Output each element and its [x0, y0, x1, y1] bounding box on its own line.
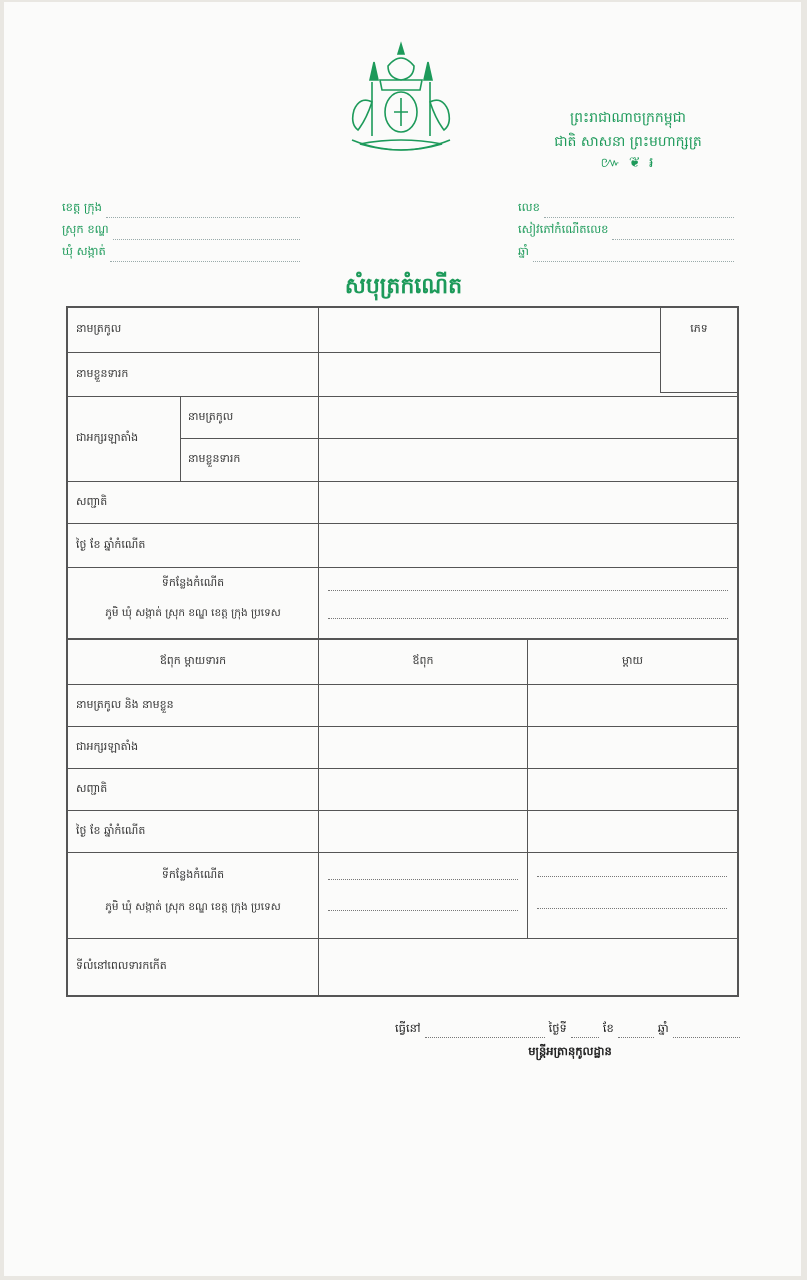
year-label: ឆ្នាំ	[657, 1021, 669, 1035]
day-input[interactable]	[571, 1025, 599, 1038]
made-at-label: ធ្វើនៅ	[395, 1021, 421, 1035]
label-parent-dob: ថ្ងៃ ខែ ឆ្នាំកំណើត	[76, 823, 146, 837]
label-latin: ជាអក្សរឡាតាំង	[76, 431, 139, 444]
input-residence[interactable]	[320, 939, 736, 995]
input-sex[interactable]	[662, 352, 736, 392]
input-latin-given[interactable]	[320, 439, 736, 481]
label-father: ឪពុក	[412, 654, 434, 667]
label-parents: ឪពុក ម្ដាយទារក	[159, 654, 227, 667]
label-parent-pob-detail: ភូមិ ឃុំ សង្កាត់ ស្រុក ខណ្ឌ ខេត្ត ក្រុង ប្រទេស	[105, 900, 281, 913]
commune-field[interactable]: ឃុំ សង្កាត់	[62, 240, 300, 262]
number-field[interactable]: លេខ	[518, 196, 734, 218]
label-parent-name: នាមត្រកូល និង នាមខ្លួន	[76, 697, 174, 711]
label-residence: ទីលំនៅពេលទារកកើត	[76, 959, 167, 972]
ornament: ៚ ❦ ៛	[600, 155, 656, 171]
label-mother: ម្ដាយ	[622, 654, 643, 667]
label-dob: ថ្ងៃ ខែ ឆ្នាំកំណើត	[76, 537, 146, 551]
input-father-nationality[interactable]	[320, 769, 526, 810]
input-mother-name[interactable]	[529, 685, 736, 726]
label-parent-latin: ជាអក្សរឡាតាំង	[76, 739, 139, 753]
father-pob-line-2[interactable]	[328, 910, 518, 911]
province-field[interactable]: ខេត្ត ក្រុង	[62, 196, 300, 218]
label-pob-title: ទីកន្លែងកំណើត	[161, 576, 225, 589]
pob-line-2[interactable]	[328, 618, 728, 619]
header-left-fields	[62, 196, 300, 262]
page-title: សំបុត្រកំណើត	[344, 274, 463, 299]
label-latin-given: នាមខ្លួនទារក	[188, 452, 241, 465]
input-dob[interactable]	[320, 524, 736, 567]
mother-pob-line-1[interactable]	[537, 876, 727, 877]
input-surname[interactable]	[320, 308, 658, 352]
kingdom-title: ព្រះរាជាណាចក្រកម្ពុជា	[569, 110, 686, 126]
place-input[interactable]	[425, 1025, 545, 1038]
district-field[interactable]: ស្រុក ខណ្ឌ	[62, 218, 300, 240]
input-latin-surname[interactable]	[320, 397, 736, 438]
day-label: ថ្ងៃទី	[548, 1021, 567, 1035]
year-input[interactable]	[673, 1025, 740, 1038]
year-field[interactable]: ឆ្នាំ	[518, 240, 734, 262]
mother-pob-line-2[interactable]	[537, 908, 727, 909]
header-right-fields	[518, 196, 734, 262]
issue-date-line	[395, 1016, 740, 1038]
label-parent-nationality: សញ្ជាតិ	[76, 781, 108, 795]
royal-emblem-icon	[344, 40, 458, 158]
label-sex: ភេទ	[690, 322, 708, 335]
kingdom-motto-text: ជាតិ សាសនា ព្រះមហាក្សត្រ	[554, 134, 702, 150]
label-latin-surname: នាមត្រកូល	[188, 409, 234, 423]
input-given-name[interactable]	[320, 353, 658, 396]
father-pob-line-1[interactable]	[328, 879, 518, 880]
input-father-name[interactable]	[320, 685, 526, 726]
pob-line-1[interactable]	[328, 590, 728, 591]
input-mother-dob[interactable]	[529, 811, 736, 852]
label-parent-pob-title: ទីកន្លែងកំណើត	[161, 868, 225, 881]
month-label: ខែ	[602, 1021, 614, 1035]
input-father-dob[interactable]	[320, 811, 526, 852]
birth-book-number-field[interactable]: សៀវភៅកំណើតលេខ	[518, 218, 734, 240]
label-surname: នាមត្រកូល	[76, 322, 122, 335]
input-mother-latin[interactable]	[529, 727, 736, 768]
label-pob-detail: ភូមិ ឃុំ សង្កាត់ ស្រុក ខណ្ឌ ខេត្ត ក្រុង ប្រទេស	[105, 606, 281, 619]
input-mother-nationality[interactable]	[529, 769, 736, 810]
label-given-name: នាមខ្លួនទារក	[76, 366, 129, 380]
label-nationality: សញ្ជាតិ	[76, 494, 108, 508]
month-input[interactable]	[618, 1025, 654, 1038]
input-father-latin[interactable]	[320, 727, 526, 768]
signer-title: មន្ត្រីអត្រានុកូលដ្ឋាន	[528, 1044, 612, 1058]
input-nationality[interactable]	[320, 482, 736, 523]
kingdom-motto	[528, 106, 728, 172]
